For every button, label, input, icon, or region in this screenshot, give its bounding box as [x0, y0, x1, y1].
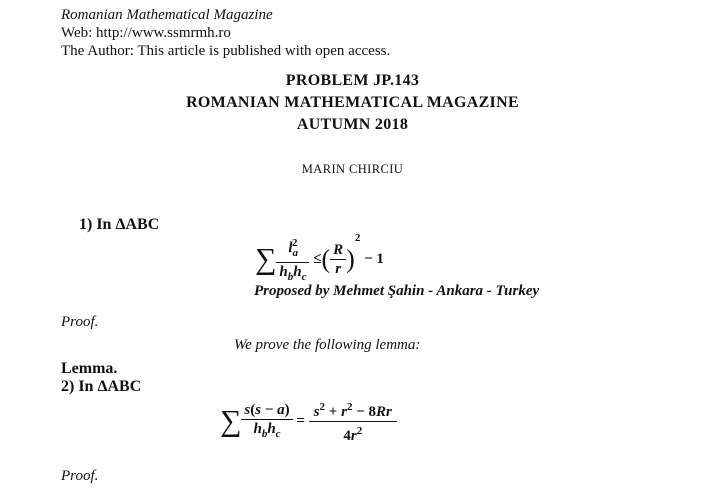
- author-note: The Author: This article is published with open access.: [61, 43, 391, 59]
- author-name: MARIN CHIRCIU: [301, 162, 404, 176]
- lemma-formula: ∑ $\frac{s(s - a)}{h_bh_c}$ = $\frac{s^2 + r^2 - 8Rr}{4r^2}$: [220, 398, 397, 445]
- proof-label-2: Proof.: [61, 468, 99, 484]
- title-magazine: ROMANIAN MATHEMATICAL MAGAZINE: [186, 94, 519, 111]
- title-problem: PROBLEM JP.143: [285, 72, 420, 89]
- title-season: AUTUMN 2018: [296, 116, 409, 133]
- magazine-name: Romanian Mathematical Magazine: [61, 7, 273, 23]
- lemma-label: 2) In ΔABC: [61, 378, 142, 395]
- web-line: Web: http://www.ssmrmh.ro: [61, 25, 231, 41]
- problem-label: 1) In ΔABC: [79, 216, 160, 233]
- proof-label-1: Proof.: [61, 314, 99, 330]
- lemma-heading: Lemma.: [61, 360, 118, 377]
- inequality-formula: ∑ $\frac{l_a^2}{h_bh_c}$ ≤( $\frac{R}{r}$ )$^2$ − 1: [255, 232, 384, 283]
- lemma-intro: We prove the following lemma:: [234, 337, 421, 353]
- proposed-by: Proposed by Mehmet Şahin - Ankara - Turkey: [254, 283, 540, 299]
